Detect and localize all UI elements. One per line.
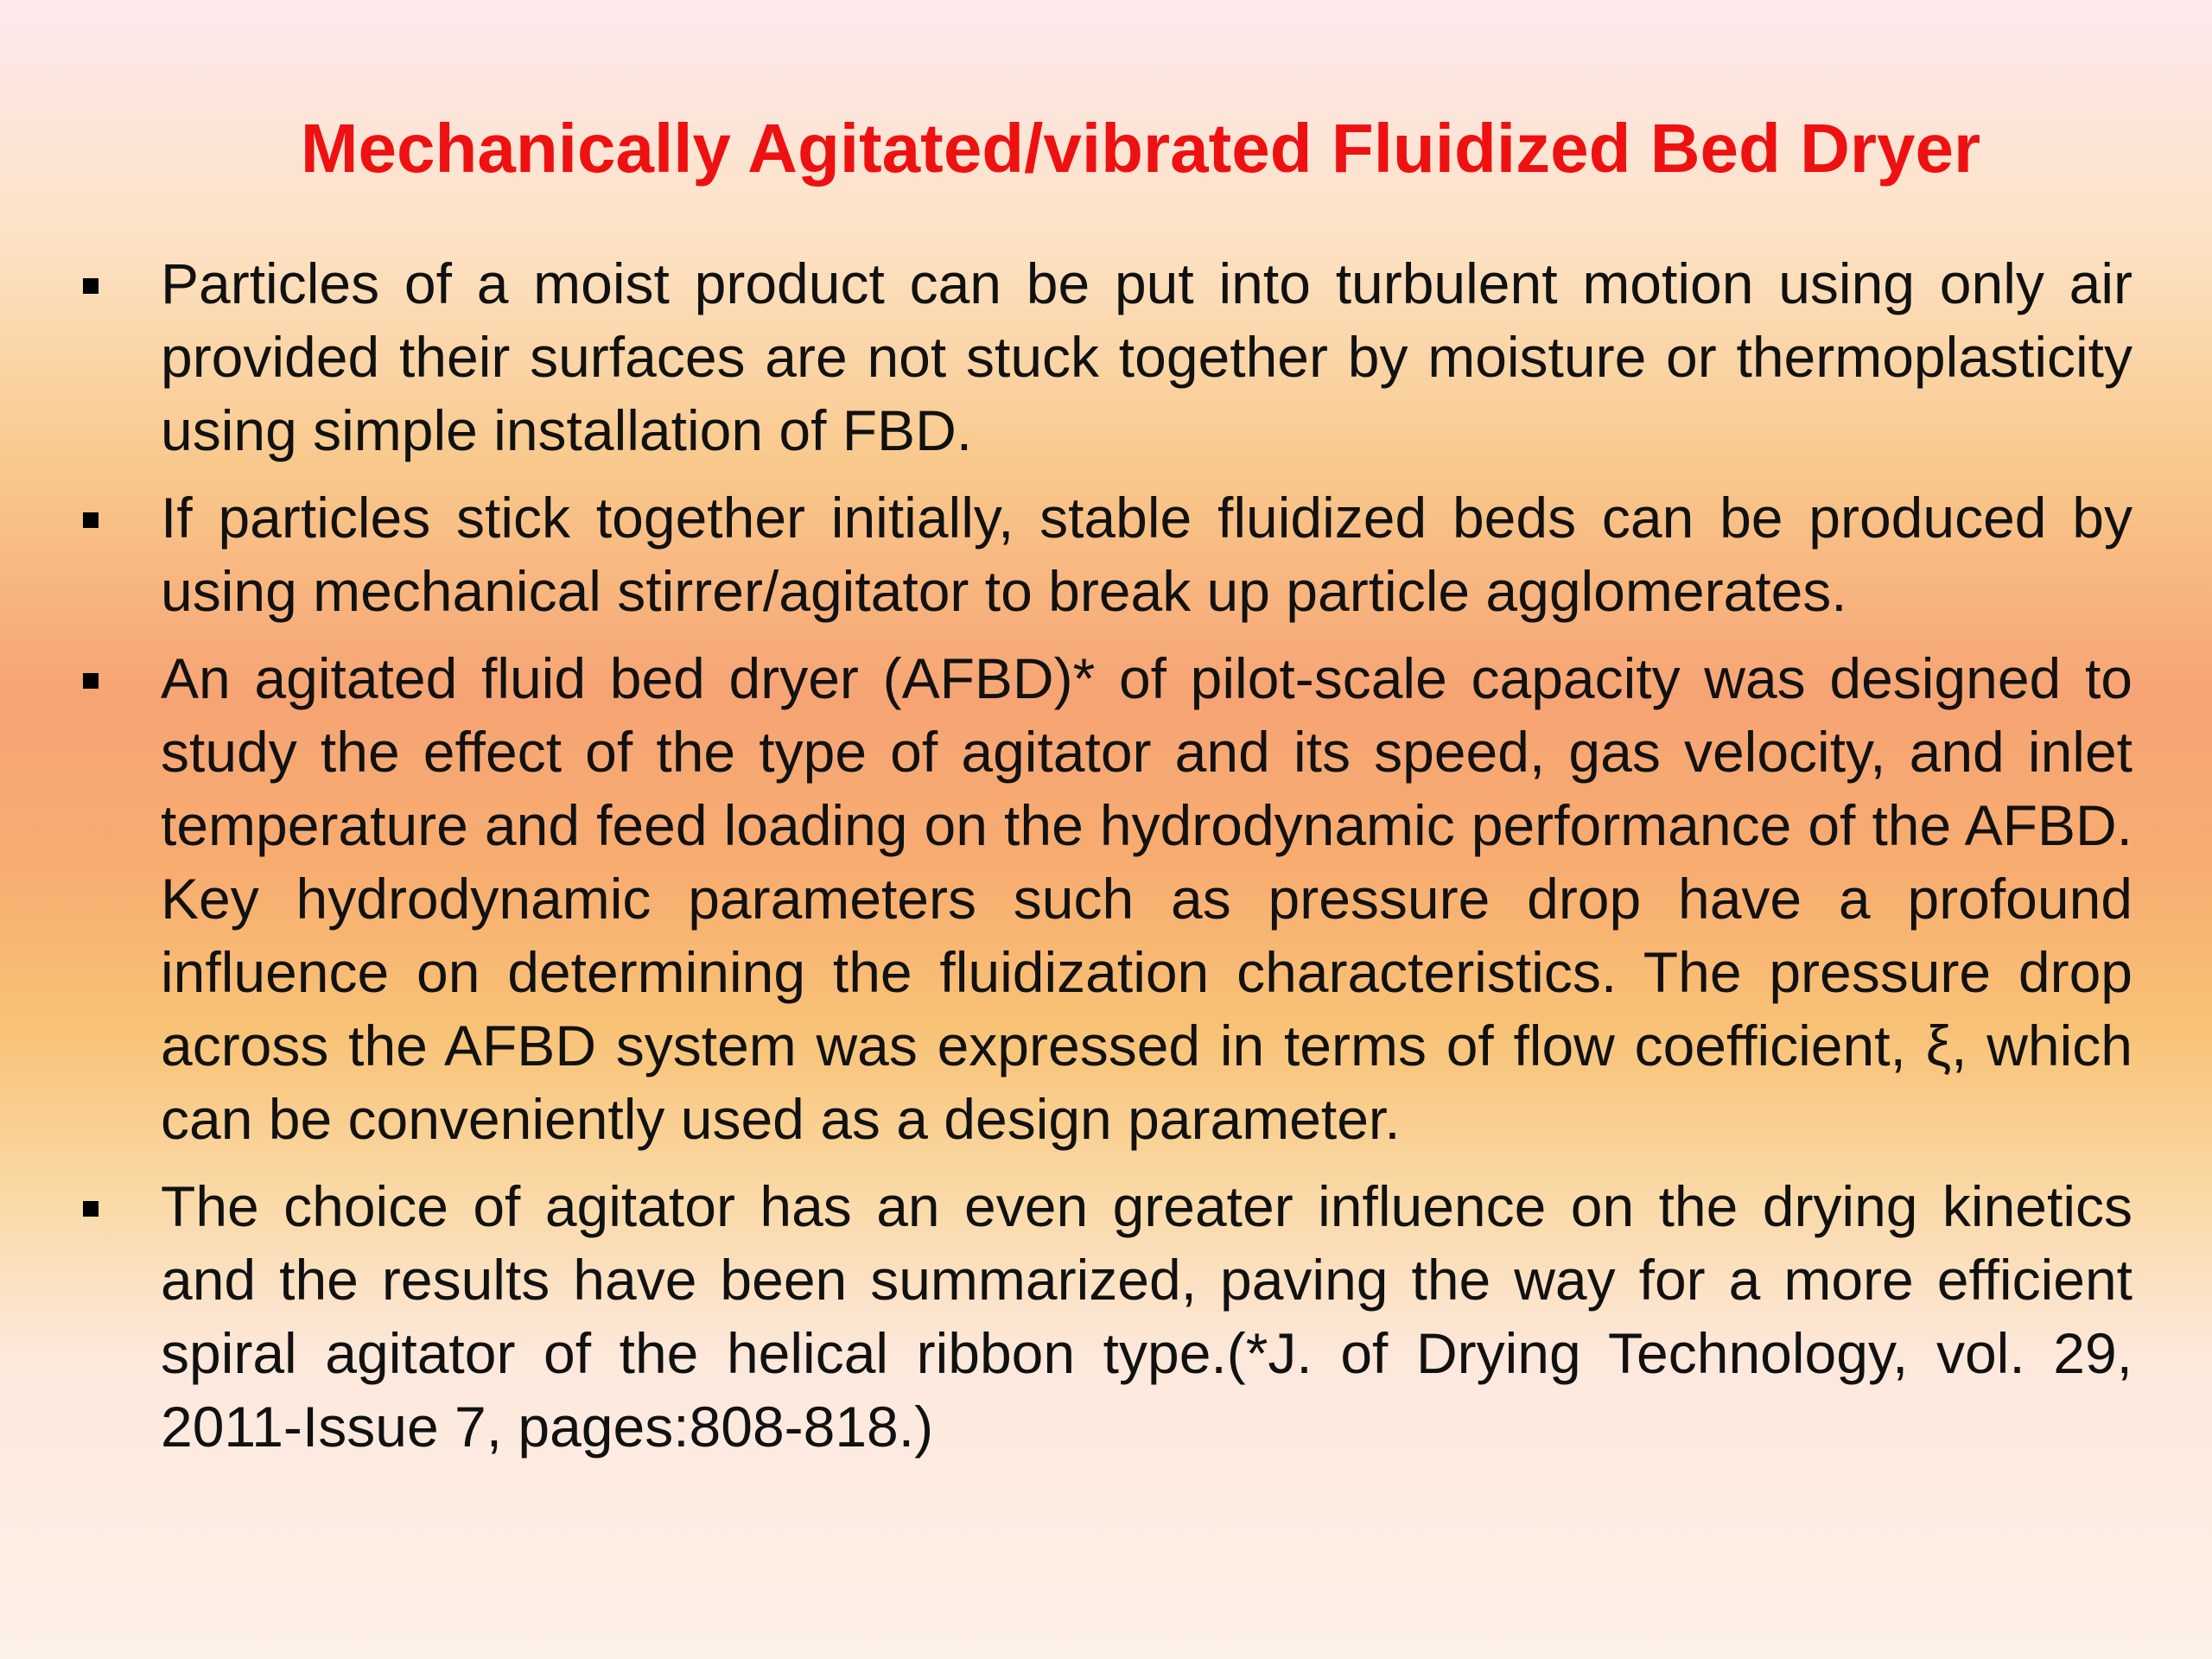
- slide-title: Mechanically Agitated/vibrated Fluidized Bed Dryer: [300, 110, 1981, 187]
- square-bullet-icon: [83, 673, 99, 689]
- square-bullet-icon: [83, 278, 99, 294]
- bullet-item: [0, 481, 2212, 628]
- bullet-item: [0, 642, 2212, 1156]
- bullet-list: [0, 247, 2212, 1478]
- square-bullet-icon: [83, 512, 99, 528]
- square-bullet-icon: [83, 1201, 99, 1217]
- bullet-item: [0, 1170, 2212, 1464]
- bullet-text: The choice of agitator has an even greater influence on the drying kinetics and the results have been summarized, paving the way for a more efficient spiral agitator of the helical ribbon type.(*J. of Drying Technology, vol. 29, 2011-Issue 7, pages:808-818.): [161, 1174, 2133, 1459]
- bullet-item: [0, 247, 2212, 467]
- bullet-text: If particles stick together initially, stable fluidized beds can be produced by using mechanical stirrer/agitator to break up particle agglomerates.: [161, 486, 2133, 623]
- bullet-text: An agitated fluid bed dryer (AFBD)* of pilot-scale capacity was designed to study the effect of the type of agitator and its speed, gas velocity, and inlet temperature and feed loading on the hydrodynamic performance of the AFBD. Key hydrodynamic parameters such as pressure drop have a profound influence on determining the fluidization characteristics. The pressure drop across the AFBD system was expressed in terms of flow coefficient, ξ, which can be conveniently used as a design parameter.: [161, 646, 2133, 1151]
- bullet-text: Particles of a moist product can be put into turbulent motion using only air provided their surfaces are not stuck together by moisture or thermoplasticity using simple installation of FBD.: [161, 251, 2133, 462]
